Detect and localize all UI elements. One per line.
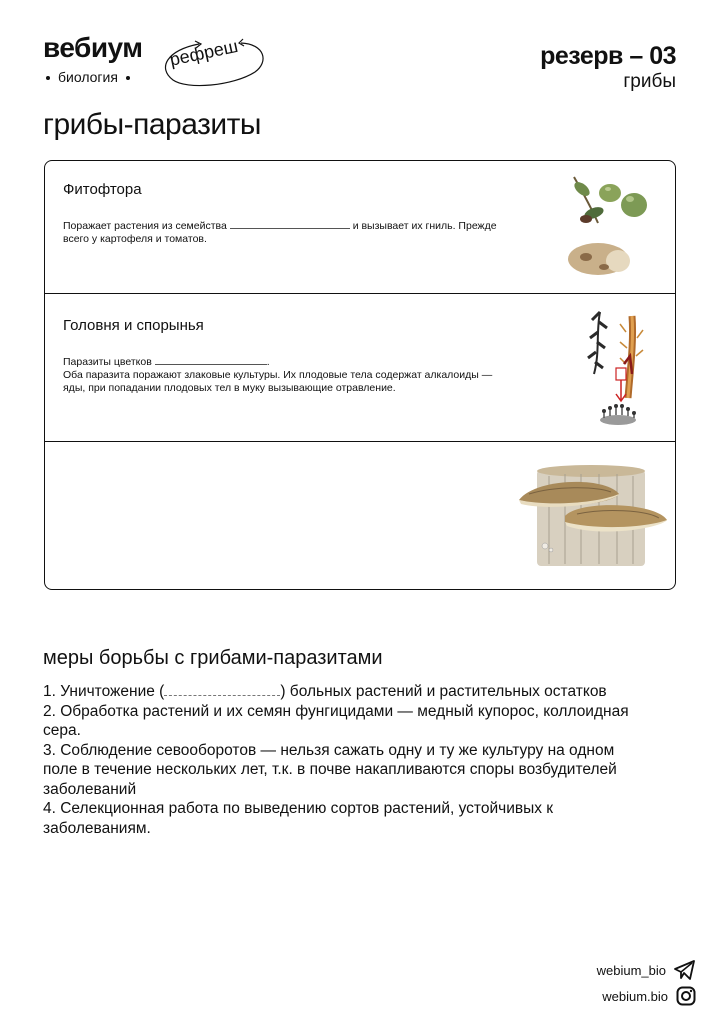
bullet-dot (126, 76, 130, 80)
list-text: ) больных растений и растительных остатков (280, 683, 607, 700)
fill-blank[interactable] (155, 354, 267, 365)
phytophthora-illustration (560, 171, 650, 281)
card-text (63, 218, 513, 246)
bullet-dot (46, 76, 50, 80)
card-text-part: Поражает растения из семейства (63, 220, 227, 232)
card-text (63, 354, 513, 395)
card-title: Фитофтора (63, 181, 142, 198)
card-smut-ergot (45, 294, 675, 442)
tinder-fungus-illustration (515, 464, 675, 570)
page-title: грибы-паразиты (43, 108, 261, 141)
list-text: 1. Уничтожение ( (43, 683, 165, 700)
card-phytophthora (45, 161, 675, 294)
card-text-part: Паразиты цветков (63, 356, 152, 368)
parasites-table (44, 160, 676, 590)
list-item: 4. Селекционная работа по выведению сортов растений, устойчивых к заболеваниям. (43, 800, 554, 837)
worksheet-code-block (540, 44, 676, 91)
telegram-handle: webium_bio (596, 962, 666, 978)
card-tinder-fungus (45, 442, 675, 589)
card-text-part: . (266, 356, 270, 368)
card-text-part: и вызывает их гниль. Прежде всего у картофеля и томатов. (63, 220, 497, 245)
fill-blank[interactable] (230, 218, 350, 229)
smut-ergot-illustration (580, 302, 650, 434)
brand-logo: вебиум (43, 32, 143, 63)
list-item (43, 682, 643, 702)
instagram-handle: webium.bio (602, 988, 668, 1004)
refresh-badge: рефреш (167, 35, 240, 70)
subject-text: биология (58, 69, 118, 85)
measures-list (43, 682, 643, 838)
instagram-icon (676, 986, 696, 1006)
fill-blank[interactable] (164, 682, 280, 696)
telegram-icon (674, 960, 696, 980)
measures-title: меры борьбы с грибами-паразитами (43, 647, 383, 669)
instagram-link[interactable] (602, 986, 696, 1006)
card-text-part: Оба паразита поражают злаковые культуры. Их плодовые тела содержат алкалоиды — яды, при попадании плодовых тел в муку вызывающие отравление. (63, 369, 493, 394)
worksheet-topic: грибы (623, 71, 676, 92)
list-item: 3. Соблюдение севооборотов — нельзя сажать одну и ту же культуру на одном поле в течение нескольких лет, т.к. в почве накапливаются споры возбудителей заболеваний (43, 741, 617, 798)
card-title: Головня и спорынья (63, 317, 204, 334)
list-item: 2. Обработка растений и их семян фунгицидами — медный купорос, коллоидная сера. (43, 702, 629, 739)
worksheet-code: резерв – 03 (540, 42, 676, 70)
subject-label (46, 70, 138, 84)
telegram-link[interactable] (597, 960, 696, 980)
